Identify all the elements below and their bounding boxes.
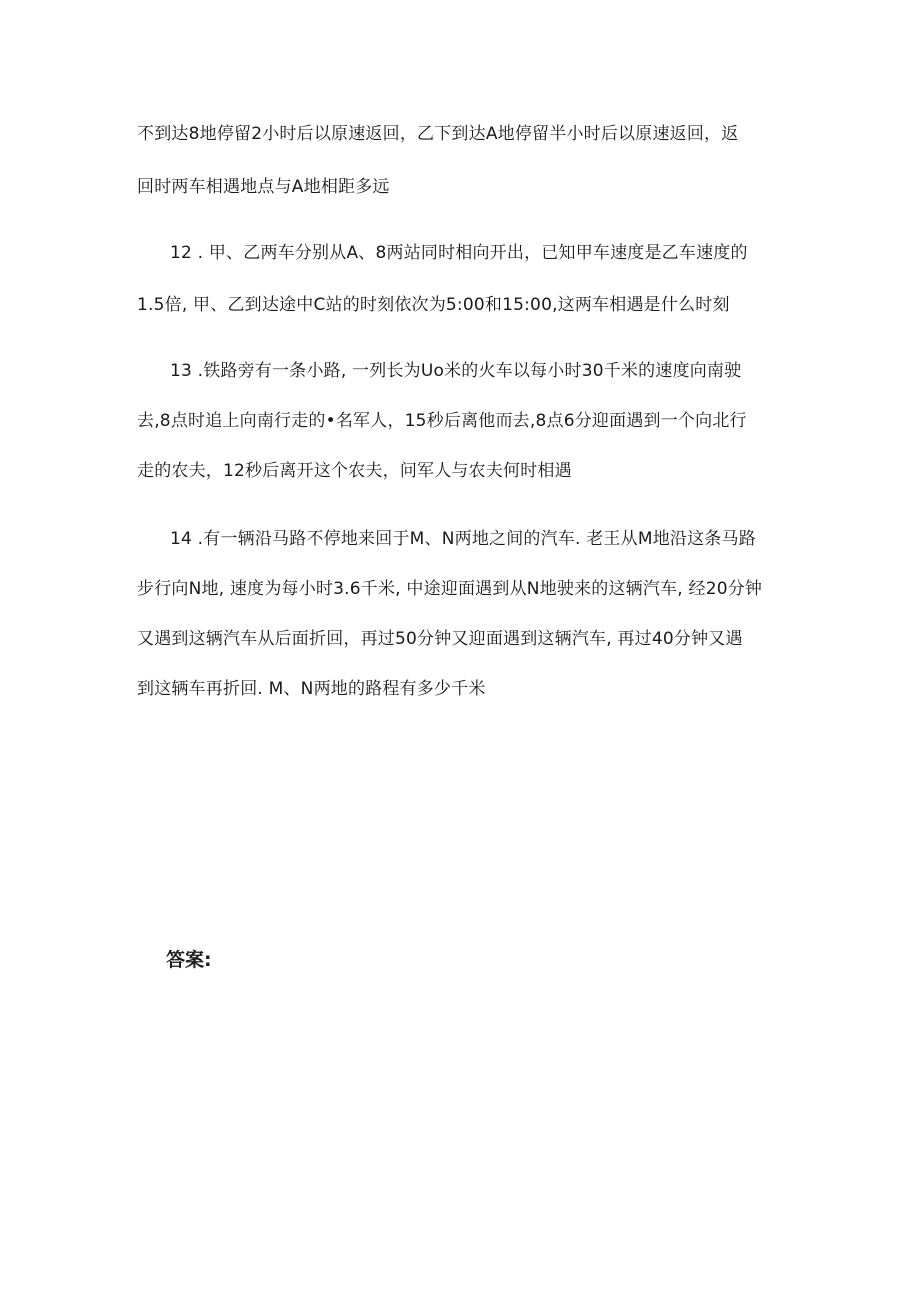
problem-13-line-1: 13 .铁路旁有一条小路, 一列长为Uo米的火车以每小时30千米的速度向南驶 [170,361,742,381]
problem-14-line-4: 到这辆车再折回. M、N两地的路程有多少千米 [137,679,486,699]
problem-14-line-1: 14 .有一辆沿马路不停地来回于M、N两地之间的汽车. 老王从M地沿这条马路 [170,529,756,549]
problem-12-line-2: 1.5倍, 甲、乙到达途中C站的时刻依次为5:00和15:00,这两车相遇是什么时刻 [137,295,730,315]
problem-14-line-2: 步行向N地, 速度为每小时3.6千米, 中途迎面遇到从N地驶来的这辆汽车, 经20分钟 [137,579,763,599]
problem-13-line-2: 去,8点时追上向南行走的•名军人，15秒后离他而去,8点6分迎面遇到一个向北行 [137,411,747,431]
continuation-line-2: 回时两车相遇地点与A地相距多远 [137,177,390,197]
continuation-line-1: 不到达8地停留2小时后以原速返回，乙下到达A地停留半小时后以原速返回，返 [137,124,739,144]
problem-12-line-1: 12 . 甲、乙两车分别从A、8两站同时相向开出，已知甲车速度是乙车速度的 [170,243,748,263]
answer-label: 答案: [166,949,212,971]
problem-13-line-3: 走的农夫，12秒后离开这个农夫，问军人与农夫何时相遇 [137,461,572,481]
problem-14-line-3: 又遇到这辆汽车从后面折回，再过50分钟又迎面遇到这辆汽车, 再过40分钟又遇 [137,629,743,649]
